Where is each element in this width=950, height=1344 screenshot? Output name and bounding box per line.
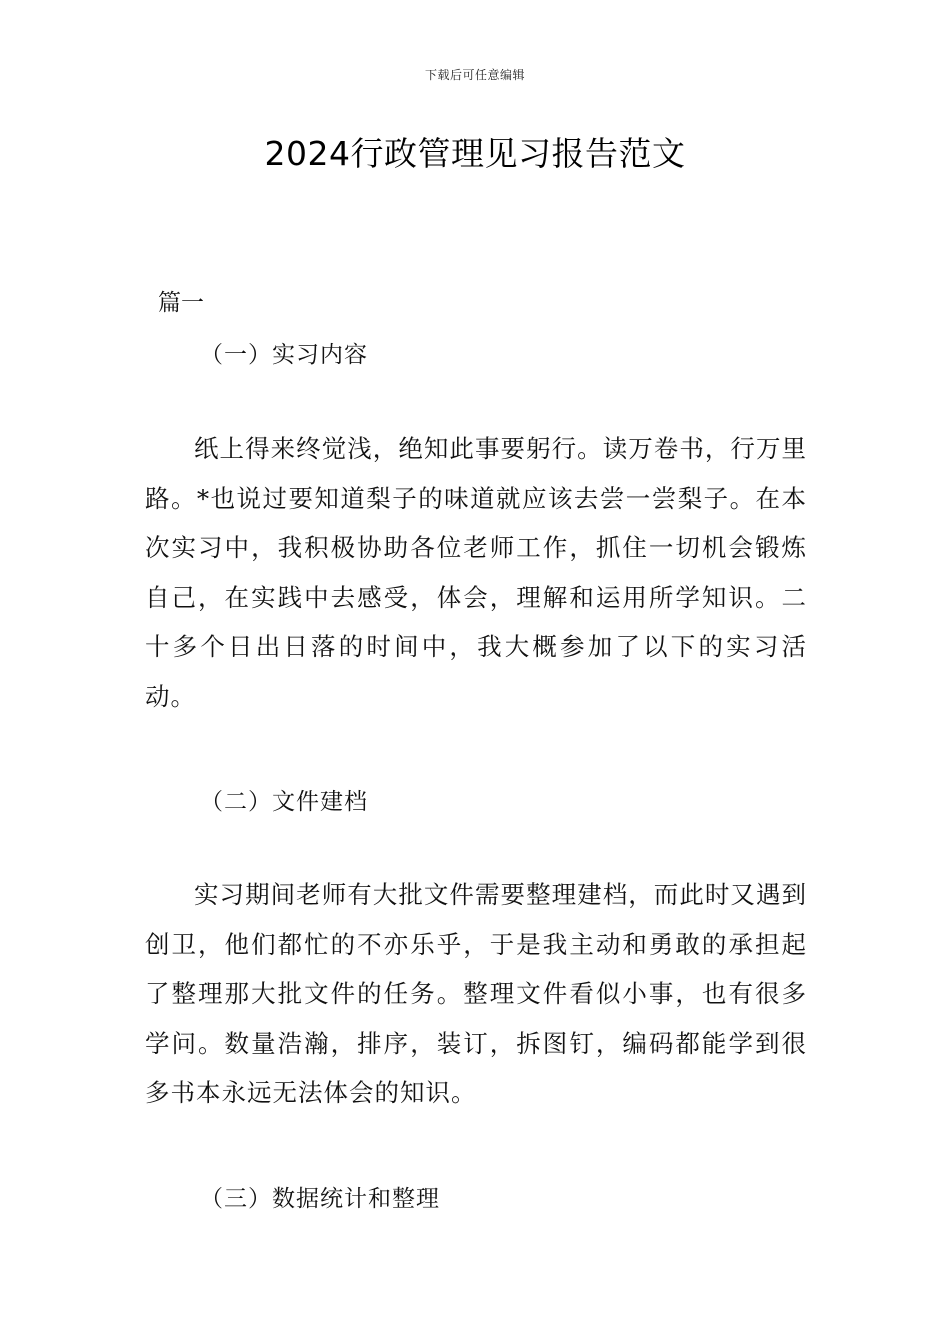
subheading-internship-content: （一）实习内容 bbox=[200, 342, 368, 368]
paragraph-internship-content: 纸上得来终觉浅，绝知此事要躬行。读万卷书，行万里路。*也说过要知道梨子的味道就应该去尝一尝梨子。在本次实习中，我积极协助各位老师工作，抓住一切机会锻炼自己，在实践中去感受，体会，理解和运用所学知识。二十多个日出日落的时间中，我大概参加了以下的实习活动。 bbox=[145, 434, 807, 711]
subheading-data-statistics: （三）数据统计和整理 bbox=[200, 1186, 440, 1212]
header-note: 下载后可任意编辑 bbox=[424, 68, 525, 82]
subheading-file-archiving: （二）文件建档 bbox=[200, 789, 368, 815]
document-title: 2024行政管理见习报告范文 bbox=[264, 134, 686, 173]
paragraph-file-archiving: 实习期间老师有大批文件需要整理建档，而此时又遇到创卫，他们都忙的不亦乐乎，于是我主动和勇敢的承担起了整理那大批文件的任务。整理文件看似小事，也有很多学问。数量浩瀚，排序，装订，拆图钉，编码都能学到很多书本永远无法体会的知识。 bbox=[145, 880, 807, 1108]
section-label: 篇一 bbox=[158, 290, 204, 316]
